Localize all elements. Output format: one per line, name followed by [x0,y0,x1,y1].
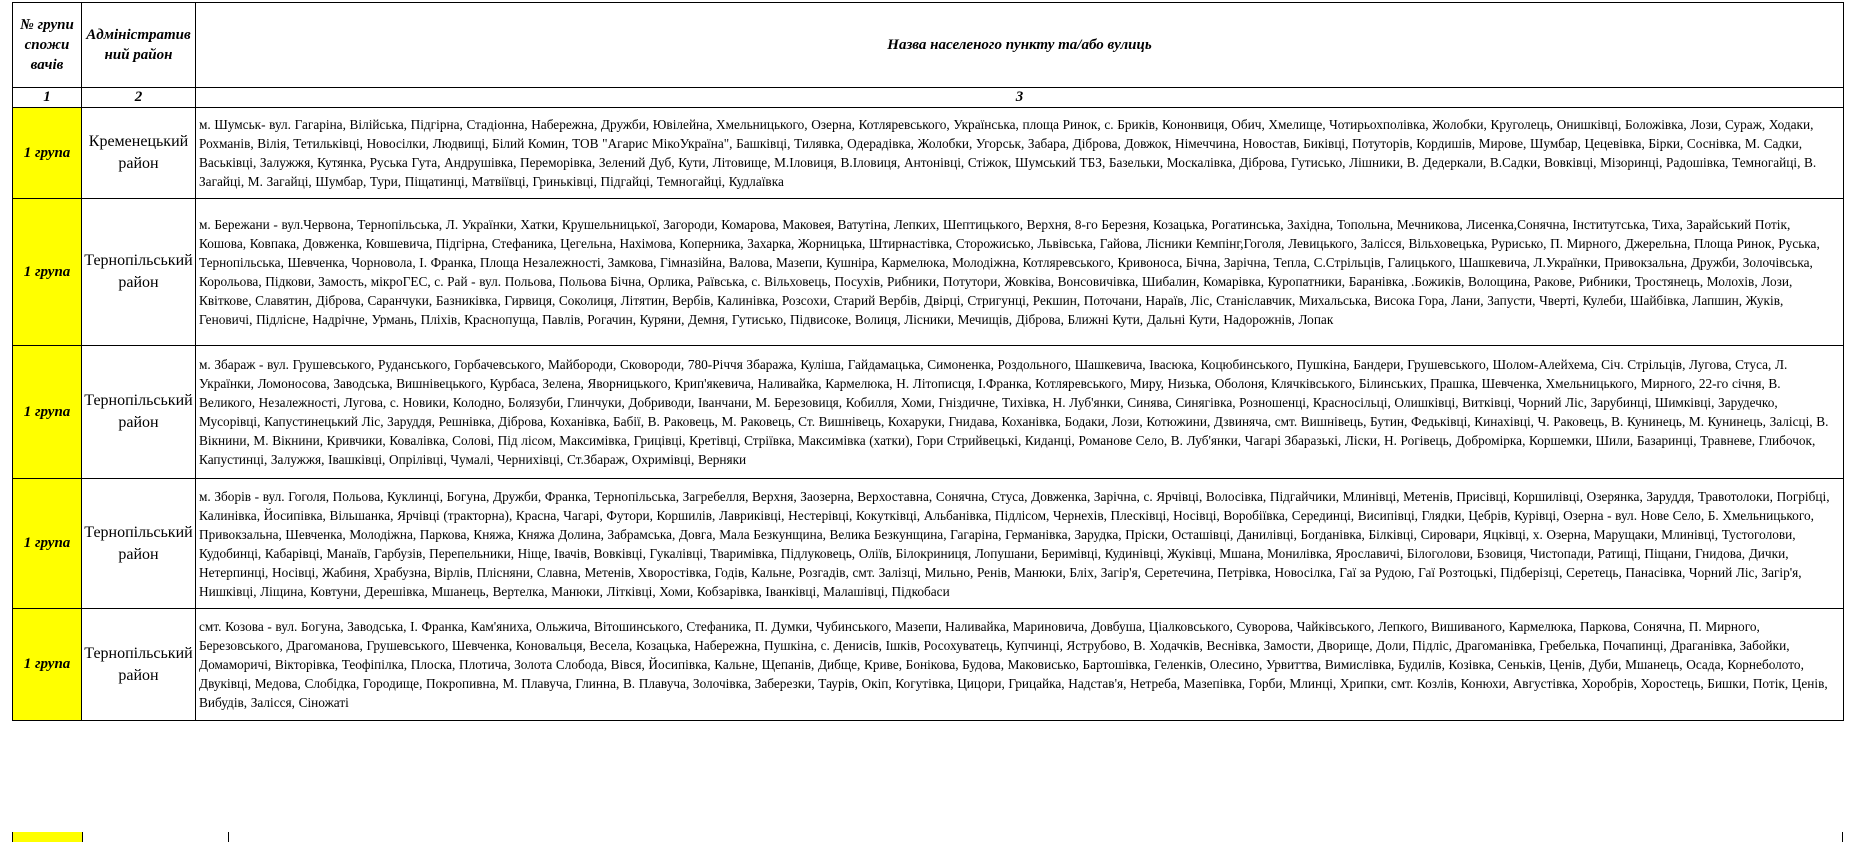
column-number-2: 2 [82,88,196,108]
next-row-divider [228,832,229,842]
next-row-stub [12,832,1843,842]
district-cell: Тернопільський район [82,346,196,479]
table-row [13,479,1844,609]
column-number-3: 3 [196,88,1844,108]
column-number-row [13,88,1844,108]
district-cell: Тернопільський район [82,479,196,609]
header-group-number: № групи спожи вачів [13,3,82,88]
column-number-1: 1 [13,88,82,108]
next-row-group-cell [12,832,83,842]
header-locality-name: Назва населеного пункту та/або вулиць [196,3,1844,88]
district-cell: Тернопільський район [82,609,196,721]
group-cell: 1 група [13,609,82,721]
table-row [13,346,1844,479]
header-row [13,3,1844,88]
locality-list: смт. Козова - вул. Богуна, Заводська, І. Франка, Кам'яниха, Ольжича, Вітошинського, Стефаника, П. Думки, Чубинського, Мазепи, Наливайка, Мариновича, Довбуша, Ціалковського, Суворова, Чайківського, Лепкого, Вишиваного, Кармелюка, Паркова, Сонячна, П. Мирного, Березовського, Драгоманова, Грушевського, Шевченка, Коновальця, Весела, Козацька, Набережна, Пушкіна, с. Денисів, Ішків, Росохуватець, Купчинці, Яструбово, В. Ходачків, Веснівка, Замости, Дворище, Доли, Підліс, Драгоманівка, Гребелька, Почапинці, Драганівка, Забойки, Домаморичі, Вікторівка, Теофіпілка, Плоска, Плотича, Золота Слобода, Вівся, Йосипівка, Кальне, Щепанів, Дибще, Криве, Бонікова, Будова, Маковисько, Бартошівка, Геленків, Олесино, Урвиттва, Вимислівка, Будилів, Козівка, Сеньків, Ценів, Дуби, Мшанець, Осада, Корнеболото, Двуківці, Медова, Слобідка, Городище, Покропивна, М. Плавуча, Глинна, В. Плавуча, Золочівка, Заберезки, Таурів, Окіп, Когутівка, Цицори, Грицайка, Надстав'я, Нетреба, Мазепівка, Горби, Млинці, Хрипки, смт. Козлів, Конюхи, Августівка, Хоробрів, Хоростець, Бишки, Потік, Ценів, Вибудів, Залісся, Сіножаті [196,609,1844,721]
header-district: Адміністратив ний район [82,3,196,88]
district-cell: Тернопільський район [82,199,196,346]
locality-list: м. Бережани - вул.Червона, Тернопільська, Л. Українки, Хатки, Крушельницької, Загороди, Комарова, Маковея, Ватутіна, Лепких, Шептицького, Верхня, 8-го Березня, Козацька, Рогатинська, Західна, Топольна, Мечникова, Лисенка,Сонячна, Інститутська, Тиха, Зарайський Потік, Кошова, Ковпака, Довженка, Ковшевича, Підгірна, Стефаника, Цегельна, Нахімова, Коперника, Захарка, Жорницька, Штирнастівка, Сторожисько, Львівська, Гайова, Лісники Кемпінг,Гоголя, Левицького, Залісся, Вільховецька, Рурисько, П. Мирного, Джерельна, Площа Ринок, Руська, Тернопільська, Шевченка, Чорновола, І. Франка, Площа Незалежності, Замкова, Гімназійна, Валова, Мазепи, Кушніра, Кармелюка, Молодіжна, Котляревського, Кривоноса, Бічна, Зарічна, Тепла, С.Стрільців, Галицького, Шашкевича, Л.Українки, Привокзальна, Дружби, Золочівська, Корольова, Підкови, Замость, мікроГЕС, с. Рай - вул. Польова, Польова Бічна, Орлика, Раївська, с. Вільховець, Посухів, Рибники, Потутори, Жовківа, Вонсовичівка, Шибалин, Комарівка, Куропатники, Баранівка, .Божиків, Волощина, Ракове, Рибники, Тростянець, Молохів, Лози, Квіткове, Славятин, Діброва, Саранчуки, Базниківка, Гирвиця, Соколиця, Літятин, Вербів, Калинівка, Розсохи, Старий Вербів, Двірці, Стригунці, Рекшин, Поточани, Нараїв, Ліс, Станіславчик, Михальська, Висока Гора, Лани, Запусти, Чверті, Кулеби, Шайбівка, Лапшин, Жуків, Геновичі, Підлісне, Надрічне, Урмань, Пліхів, Краснопуща, Павлів, Рогачин, Куряни, Демня, Гутисько, Підвисоке, Волиця, Лісники, Мечищів, Діброва, Ближні Кути, Дальні Кути, Надорожнів, Лопак [196,199,1844,346]
group-cell: 1 група [13,108,82,199]
locality-list: м. Шумськ- вул. Гагаріна, Вілійська, Підгірна, Стадіонна, Набережна, Дружби, Ювілейна, Хмельницького, Озерна, Котляревського, Українська, площа Ринок, с. Бриків, Кононвиця, Обич, Хмелище, Чотирьохполівка, Жолобки, Круголець, Онишківці, Боложівка, Лози, Сураж, Ходаки, Рохманів, Вілія, Тетильківці, Новосілки, Людвищі, Білий Комин, ТОВ "Агарис МікоУкраїна", Башківці, Тилявка, Одерадівка, Жолобки, Угорськ, Забара, Діброва, Довжок, Німеччина, Новостав, Биківці, Потуторів, Кордишів, Мирове, Шумбар, Цецевівка, Бірки, Соснівка, М. Садки, Васьківці, Залужжя, Кутянка, Руська Гута, Андрушівка, Переморівка, Зелений Дуб, Кути, Літовище, М.Іловиця, В.Іловиця, Антонівці, Стіжок, Шумський ТБЗ, Базельки, Москалівка, Діброва, Гутисько, Лішники, В. Дедеркали, В.Садки, Вовківці, Мізоринці, Радошівка, Темногайці, В. Загайці, М. Загайці, Шумбар, Тури, Піщатинці, Матвіївці, Гриньківці, Підгайці, Темногайці, Кудлаївка [196,108,1844,199]
district-cell: Кременецький район [82,108,196,199]
table-row [13,199,1844,346]
next-row-right-edge [1842,832,1843,842]
group-cell: 1 група [13,199,82,346]
group-cell: 1 група [13,479,82,609]
consumer-groups-table [12,2,1844,721]
locality-list: м. Збараж - вул. Грушевського, Руданського, Горбачевського, Майбороди, Сковороди, 780-Річчя Збаража, Куліша, Гайдамацька, Симоненка, Роздольного, Шашкевича, Івасюка, Коцюбинського, Пушкіна, Бандери, Грушевського, Шолом-Алейхема, Січ. Стрільців, Лугова, Стуса, Л. Українки, Ломоносова, Заводська, Вишнівецького, Курбаса, Зелена, Яворницького, Крип'якевича, Наливайка, Кармелюка, Н. Літописця, І.Франка, Котляревського, Миру, Низька, Оболоня, Клячківського, Білинських, Прашка, Шевченка, Хмельницького, Мирного, 22-го січня, В. Великого, Незалежності, Лугова, с. Новики, Колодно, Болязуби, Глинчуки, Добриводи, Іванчани, М. Березовиця, Кобилля, Хоми, Гніздичне, Тихівка, Н. Луб'янки, Синява, Синягівка, Розношенці, Красносільці, Олишківці, Витківці, Чорний Ліс, Зарубинці, Шимківці, Зарудечко, Мусорівці, Капустинецький Ліс, Заруддя, Решнівка, Діброва, Коханівка, Бабії, В. Раковець, М. Раковець, Ст. Вишнівець, Кохаруки, Гнидава, Коханівка, Бодаки, Лози, Котюжини, Дзвиняча, смт. Вишнівець, Бутин, Федьківці, Кинахівці, Ч. Раковець, В. Кунинець, М. Кунинець, Залісці, В. Вікнини, М. Вікнини, Кривчики, Ковалівка, Солові, Під лісом, Максимівка, Грицівці, Кретівці, Стріївка, Максимівка (хатки), Гори Стрийвецькі, Киданці, Романове Село, В. Луб'янки, Чагарі Збаразькі, Ліски, Н. Рогівець, Добромірка, Коршемки, Шили, Базаринці, Травневе, Глибочок, Капустинці, Залужжя, Івашківці, Опрілівці, Чумалі, Чернихівці, Ст.Збараж, Охримівці, Верняки [196,346,1844,479]
locality-list: м. Зборів - вул. Гоголя, Польова, Куклинці, Богуна, Дружби, Франка, Тернопільська, Загребелля, Верхня, Заозерна, Верхоставна, Сонячна, Стуса, Довженка, Зарічна, с. Ярчівці, Волосівка, Підгайчики, Млинівці, Метенів, Присівці, Коршилівці, Озерянка, Заруддя, Травотолоки, Погрібці, Калинівка, Йосипівка, Вільшанка, Ярчівці (тракторна), Красна, Чагарі, Футори, Коршилів, Лавриківці, Нестерівці, Кокутківці, Альбанівка, Підлісом, Чернехів, Плесківці, Носівці, Воробіївка, Серединці, Висипівці, Глядки, Цебрів, Курівці, Озерна - вул. Нове Село, Б. Хмельницького, Привокзальна, Шевченка, Молодіжна, Паркова, Княжа, Княжа Долина, Забрамська, Довга, Мала Безкунщина, Велика Безкунщина, Гагаріна, Германівка, Зарудка, Пріски, Осташівці, Данилівці, Богданівка, Білківці, Сировари, Яцківці, х. Озерна, Марущаки, Млинівці, Тустоголови, Кудобинці, Кабарівці, Манаїв, Гарбузів, Перепельники, Ніще, Івачів, Вовківці, Гукалівці, Тваримівка, Підлуковець, Оліїв, Білокриниця, Лопушани, Беримівці, Кудинівці, Жуківці, Мшана, Монилівка, Ярославичі, Білоголови, Бзовиця, Чистопади, Ратищі, Піщани, Гнидова, Дички, Нетерпинці, Носівці, Жабиня, Храбузна, Вірлів, Плісняни, Славна, Метенів, Хворостівка, Годів, Кальне, Розгадів, смт. Залізці, Мильно, Ренів, Манюки, Бліх, Загір'я, Серетечина, Петрівка, Новосілка, Гаї за Рудою, Гаї Розтоцькі, Підберізці, Серетець, Панасівка, Чорний Ліс, Загір'я, Нишківці, Ліщина, Ковтуни, Дерешівка, Мшанець, Вертелка, Манюки, Літківці, Хоми, Кобзарівка, Іванківці, Малашівці, Підкобаси [196,479,1844,609]
table-row [13,108,1844,199]
table-row [13,609,1844,721]
group-cell: 1 група [13,346,82,479]
